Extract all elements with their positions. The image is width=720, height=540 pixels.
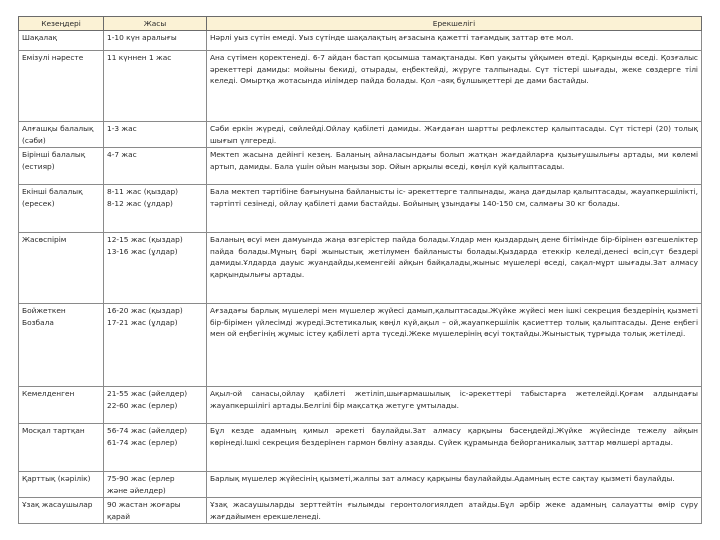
age-range: 13-16 жас (ұлдар) xyxy=(107,246,178,256)
period-label: Екінші балалық xyxy=(22,187,83,196)
period-cell xyxy=(19,51,104,122)
age-range: 1-3 жас xyxy=(107,124,137,133)
period-label: Шақалақ xyxy=(22,33,58,42)
header-row xyxy=(19,17,702,31)
age-periods-table xyxy=(18,16,702,524)
period-label: Мосқал тартқан xyxy=(22,426,85,435)
age-range: және әйелдер) xyxy=(107,485,166,495)
period-cell xyxy=(19,424,104,472)
period-cell xyxy=(19,498,104,524)
period-label: (ересек) xyxy=(22,198,55,208)
period-cell xyxy=(19,148,104,185)
age-cell xyxy=(104,51,207,122)
age-range: 21-55 жас (әйелдер) xyxy=(107,389,188,398)
period-label: Қарттық (кәрілік) xyxy=(22,474,91,483)
age-cell xyxy=(104,185,207,233)
table-row xyxy=(19,304,702,387)
table-row xyxy=(19,31,702,51)
period-label: Жасөспірім xyxy=(22,235,67,244)
age-cell xyxy=(104,304,207,387)
features-cell: Ана сүтімен қоректенеді. 6-7 айдан бастап қосымша тамақтанады. Көп уақыты ұйқымен өтеді. Қарқынды өседі. Қозғалыс әрекеттері дамиды: мойыны бекиді, отырады, еңбектейді, жүруге талпынады. Сүт тістері шығады, жеке сөздерге тілі келеді. Омыртқа жотасында иілімдер пайда болады. Қол –аяқ бұлшықеттері де дами бастайды. xyxy=(207,51,702,122)
table-body xyxy=(19,31,702,524)
features-cell: Ақыл-ой санасы,ойлау қабілеті жетіліп,шығармашылық іс-әрекеттері табыстарға жетелейді.Қоғам алдындағы жауапкершілігі артады.Белгілі бір мақсатқа жетуге ұмтылады. xyxy=(207,387,702,424)
age-cell xyxy=(104,122,207,148)
features-cell: Бала мектеп тәртібіне бағынуына байланысты іс- әрекеттерге талпынады, жаңа дағдылар қалыптасады, жауапкершілікті, тәртіпті сезінеді, ойлау қабілеті дами бастайды. Бойының ұзындағы 140-150 см, салмағы 30 кг болады. xyxy=(207,185,702,233)
features-cell: Ұзақ жасаушыларды зерттейтін ғылымды геронтологиялдеп атайды.Бұл әрбір жеке адамның салауатты өмір сүру жағдайымен ерекшеленеді. xyxy=(207,498,702,524)
period-label: Ұзақ жасаушылар xyxy=(22,500,93,509)
header-features: Ерекшелігі xyxy=(207,17,702,31)
age-range: 22-60 жас (ерлер) xyxy=(107,400,178,410)
period-label: Кемелденген xyxy=(22,389,75,398)
age-range: 1-10 күн аралығы xyxy=(107,33,177,42)
age-cell xyxy=(104,387,207,424)
age-range: 4-7 жас xyxy=(107,150,137,159)
table-row xyxy=(19,185,702,233)
age-range: 8-11 жас (қыздар) xyxy=(107,187,179,196)
table-row xyxy=(19,498,702,524)
age-cell xyxy=(104,498,207,524)
features-cell: Барлық мүшелер жүйесінің қызметі,жалпы зат алмасу қарқыны баулайайды.Адамның есте сақтау қызметі баулайды. xyxy=(207,472,702,498)
features-cell: Нәрлі уыз сүтін емеді. Уыз сүтінде шақалақтың ағзасына қажетті тағамдық заттар өте мол. xyxy=(207,31,702,51)
features-cell: Бұл кезде адамның қимыл әрекеті баулайды.Зат алмасу қарқыны бәсеңдейді.Жүйке жүйесінде тежелу айқын көрінеді.Ішкі секреция бездерінен гармон бөліну азаяды. Сүйек құрамында бейорганикалық заттар мөлшері артады. xyxy=(207,424,702,472)
table-row xyxy=(19,424,702,472)
period-label: Бозбала xyxy=(22,317,54,327)
header-period: Кезеңдері xyxy=(19,17,104,31)
age-cell xyxy=(104,31,207,51)
age-range: 75-90 жас (ерлер xyxy=(107,474,175,483)
age-cell xyxy=(104,233,207,304)
period-label: Бірінші балалық xyxy=(22,150,86,159)
table-row xyxy=(19,472,702,498)
period-cell xyxy=(19,233,104,304)
period-cell xyxy=(19,304,104,387)
age-range: 11 күннен 1 жас xyxy=(107,53,172,62)
features-cell: Баланың өсуі мен дамуында жаңа өзгерістер пайда болады.Ұлдар мен қыздардың дене бітімінде бір-бірінен өзгешеліктер пайда болады.Мұның бәрі жыныстық жетілумен байланысты болады.Қыздарда етеккір келеді,денесі өсіп,сүт бездері дамиды.Ұлдарда дауыс жуандайды,кеменгейі айқын байқалады,жыныс мүшелері өседі, сақал-мұрт шығады.Зат алмасу қарқындылығы артады. xyxy=(207,233,702,304)
age-range: қарай xyxy=(107,511,131,521)
table-row xyxy=(19,387,702,424)
period-label: (естияр) xyxy=(22,161,55,171)
age-cell xyxy=(104,148,207,185)
age-range: 61-74 жас (ерлер) xyxy=(107,437,178,447)
period-label: Бойжеткен xyxy=(22,306,66,315)
table-row xyxy=(19,233,702,304)
features-cell: Сәби еркін жүреді, сөйлейді.Ойлау қабілеті дамиды. Жағдаған шартты рефлекстер қалыптасады. Сүт тістері (20) толық шығып үлгереді. xyxy=(207,122,702,148)
age-range: 56-74 жас (әйелдер) xyxy=(107,426,188,435)
period-cell xyxy=(19,185,104,233)
table-row xyxy=(19,148,702,185)
header-age: Жасы xyxy=(104,17,207,31)
table-row xyxy=(19,122,702,148)
features-cell: Ағзадағы барлық мүшелері мен мүшелер жүйесі дамып,қалыптасады.Жүйке жүйесі мен ішкі секреция бездерінің қызметі бір-бірімен үйлесімді жүреді.Эстетикалық көңіл күй,ақыл – ой,жауапкершілік қасиеттер толық қалыптасады. Дене еңбегі мен ой еңбегінің жұмыс істеу қабілеті арта түседі.Жеке мүшелерінің өсуі тоқтайды.Жыныстық тұрғыда толық жетіледі. xyxy=(207,304,702,387)
period-cell xyxy=(19,387,104,424)
age-range: 16-20 жас (қыздар) xyxy=(107,306,183,315)
period-cell xyxy=(19,31,104,51)
age-range: 12-15 жас (қыздар) xyxy=(107,235,183,244)
age-range: 8-12 жас (ұлдар) xyxy=(107,198,173,208)
features-cell: Мектеп жасына дейінгі кезең. Баланың айналасындағы болып жатқан жағдайларға қызығушылығы артады, ми көлемі артып, дамиды. Бала үшін ойын маңызы зор. Ойын арқылы өседі, көңіл күй қалыптасады. xyxy=(207,148,702,185)
age-range: 90 жастан жоғары xyxy=(107,500,181,509)
period-cell xyxy=(19,122,104,148)
age-range: 17-21 жас (ұлдар) xyxy=(107,317,178,327)
period-cell xyxy=(19,472,104,498)
table-row xyxy=(19,51,702,122)
age-cell xyxy=(104,424,207,472)
age-cell xyxy=(104,472,207,498)
period-label: Алғашқы балалық xyxy=(22,124,94,133)
period-label: (сәби) xyxy=(22,135,46,145)
period-label: Емізулі нәресте xyxy=(22,53,84,62)
